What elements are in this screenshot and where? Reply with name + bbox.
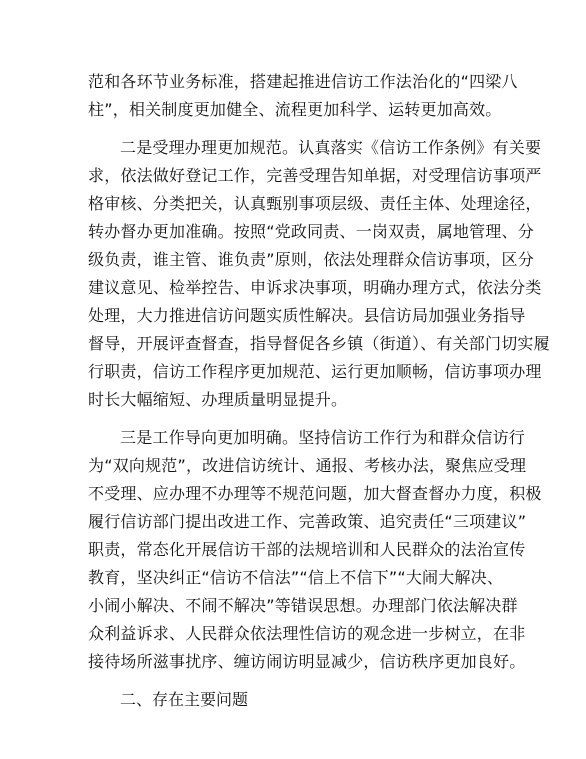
paragraph-line: 时长大幅缩短、办理质量明显提升。 xyxy=(88,390,348,409)
paragraph-line: 不受理、应办理不办理等不规范问题，加大督查督办力度，积极 xyxy=(88,484,542,503)
paragraph-line: 教育，坚决纠正“信访不信法”“信上不信下”“大闹大解决、 xyxy=(88,568,504,587)
paragraph-line: 柱”，相关制度更加健全、流程更加科学、运转更加高效。 xyxy=(88,100,502,119)
document-body xyxy=(88,68,550,714)
paragraph-line: 处理，大力推进信访问题实质性解决。县信访局加强业务指导 xyxy=(88,306,526,325)
paragraph-line: 范和各环节业务标准，搭建起推进信访工作法治化的“四梁八 xyxy=(88,72,518,91)
paragraph-3 xyxy=(88,424,542,676)
paragraph-line: 转办督办更加准确。按照“党政同责、一岗双责，属地管理、分 xyxy=(88,222,534,241)
paragraph-line: 职责，常态化开展信访干部的法规培训和人民群众的法治宣传 xyxy=(88,540,526,559)
paragraph-line: 三是工作导向更加明确。坚持信访工作行为和群众信访行 xyxy=(120,428,526,447)
paragraph-line: 行职责，信访工作程序更加规范、运行更加顺畅，信访事项办理 xyxy=(88,362,542,381)
paragraph-1 xyxy=(88,68,518,124)
paragraph-line: 接待场所滋事扰序、缠访闹访明显减少，信访秩序更加良好。 xyxy=(88,652,526,671)
paragraph-line: 格审核、分类把关，认真甄别事项层级、责任主体、处理途径， xyxy=(88,194,542,213)
paragraph-line: 督导，开展评查督查，指导督促各乡镇（街道）、有关部门切实履 xyxy=(88,334,550,353)
paragraph-2 xyxy=(88,134,550,414)
paragraph-line: 为“双向规范”，改进信访统计、通报、考核办法，聚焦应受理 xyxy=(88,456,527,475)
paragraph-line: 求，依法做好登记工作，完善受理告知单据，对受理信访事项严 xyxy=(88,166,542,185)
paragraph-line: 小闹小解决、不闹不解决”等错误思想。办理部门依法解决群 xyxy=(88,596,518,615)
paragraph-line: 级负责，谁主管、谁负责”原则，依法处理群众信访事项，区分 xyxy=(88,250,534,269)
section-heading: 二、存在主要问题 xyxy=(120,690,249,709)
paragraph-line: 众利益诉求、人民群众依法理性信访的观念进一步树立，在非 xyxy=(88,624,526,643)
paragraph-line: 二是受理办理更加规范。认真落实《信访工作条例》有关要 xyxy=(120,138,542,157)
paragraph-line: 建议意见、检举控告、申诉求决事项，明确办理方式，依法分类 xyxy=(88,278,542,297)
paragraph-line: 履行信访部门提出改进工作、完善政策、追究责任“三项建议” xyxy=(88,512,527,531)
